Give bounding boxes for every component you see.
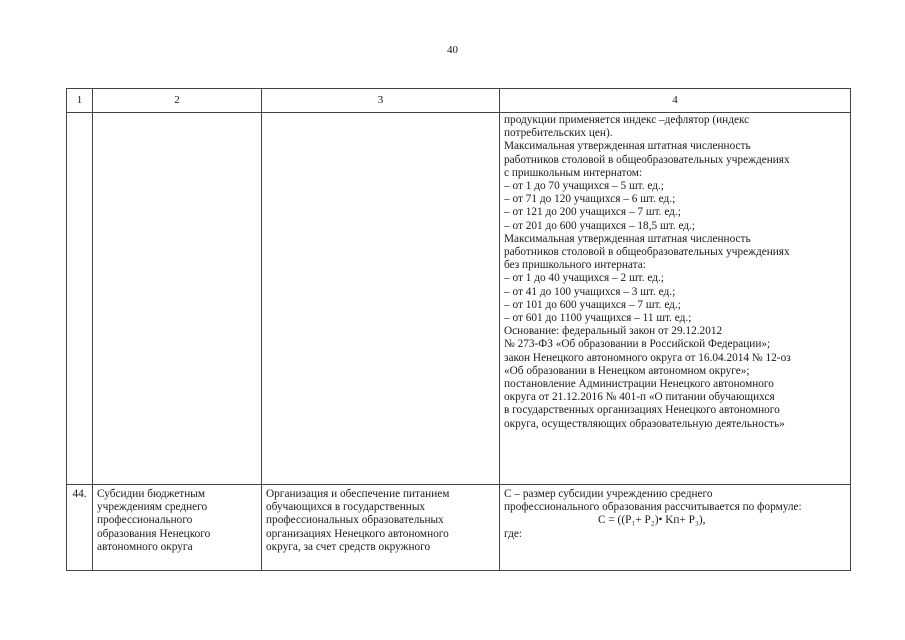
text-line: округа, осуществляющих образовательную деятельность»	[504, 417, 785, 430]
text-line: автономного округа	[97, 540, 193, 553]
header-col-3: 3	[262, 89, 500, 113]
text-line: работников столовой в общеобразовательных учреждениях	[504, 246, 790, 259]
text-line: Максимальная утвержденная штатная численность	[504, 232, 751, 245]
cell-purpose	[262, 485, 500, 571]
calculation-text	[504, 488, 846, 514]
text-line: закон Ненецкого автономного округа от 16.04.2014 № 12-оз	[504, 351, 791, 364]
text-line: С – размер субсидии учреждению среднего	[504, 488, 713, 500]
text-line: – от 1 до 40 учащихся – 2 шт. ед.;	[504, 272, 664, 285]
header-col-2: 2	[93, 89, 262, 113]
where-label: где:	[504, 527, 522, 540]
text-line: – от 1 до 70 учащихся – 5 шт. ед.;	[504, 180, 664, 193]
cell-number: 44.	[67, 485, 93, 571]
text-line: – от 71 до 120 учащихся – 6 шт. ед.;	[504, 193, 676, 206]
subsidy-formula: С = ((P₁+ P₂)• Kп+ P₃),	[598, 514, 706, 527]
text-line: Субсидии бюджетным	[97, 488, 205, 500]
text-line: обучающихся в государственных	[266, 501, 426, 514]
text-line: – от 101 до 600 учащихся – 7 шт. ед.;	[504, 298, 681, 311]
cell-calculation	[500, 485, 851, 571]
text-line: организациях Ненецкого автономного	[266, 527, 449, 540]
text-line: профессионального образования рассчитывается по формуле:	[504, 501, 802, 514]
page-number: 40	[447, 44, 458, 56]
text-line: без пришкольного интерната:	[504, 259, 646, 272]
text-line: профессиональных образовательных	[266, 514, 444, 527]
text-line: постановление Администрации Ненецкого автономного	[504, 378, 774, 391]
document-table	[66, 88, 851, 571]
cell-number	[67, 113, 93, 485]
text-line: в государственных организациях Ненецкого автономного	[504, 404, 780, 417]
text-line: № 273-ФЗ «Об образовании в Российской Федерации»;	[504, 338, 771, 351]
text-line: с пришкольным интернатом:	[504, 166, 643, 179]
header-col-4: 4	[500, 89, 851, 113]
text-line: – от 601 до 1100 учащихся – 11 шт. ед.;	[504, 312, 692, 325]
text-line: работников столовой в общеобразовательных учреждениях	[504, 153, 790, 166]
text-line: округа, за счет средств окружного	[266, 540, 431, 553]
table-row-44	[67, 485, 851, 571]
table-row-continued	[67, 113, 851, 485]
text-line: «Об образовании в Ненецком автономном округе»;	[504, 364, 750, 377]
text-line: округа от 21.12.2016 № 401-п «О питании обучающихся	[504, 391, 775, 404]
text-line: потребительских цен).	[504, 127, 613, 140]
cell-calculation	[500, 113, 851, 485]
text-line: профессионального	[97, 514, 193, 527]
cell-recipient	[93, 485, 262, 571]
cell-recipient	[93, 113, 262, 485]
text-line: – от 121 до 200 учащихся – 7 шт. ед.;	[504, 206, 681, 219]
text-line: продукции применяется индекс –дефлятор (индекс	[504, 114, 750, 126]
text-line: – от 41 до 100 учащихся – 3 шт. ед.;	[504, 285, 676, 298]
table-header-row	[67, 89, 851, 113]
text-line: – от 201 до 600 учащихся – 18,5 шт. ед.;	[504, 219, 696, 232]
header-col-1: 1	[67, 89, 93, 113]
text-line: образования Ненецкого	[97, 527, 211, 540]
cell-purpose	[262, 113, 500, 485]
text-line: учреждениям среднего	[97, 501, 208, 514]
text-line: Основание: федеральный закон от 29.12.2012	[504, 325, 723, 338]
text-line: Максимальная утвержденная штатная численность	[504, 140, 751, 153]
text-line: Организация и обеспечение питанием	[266, 488, 450, 500]
